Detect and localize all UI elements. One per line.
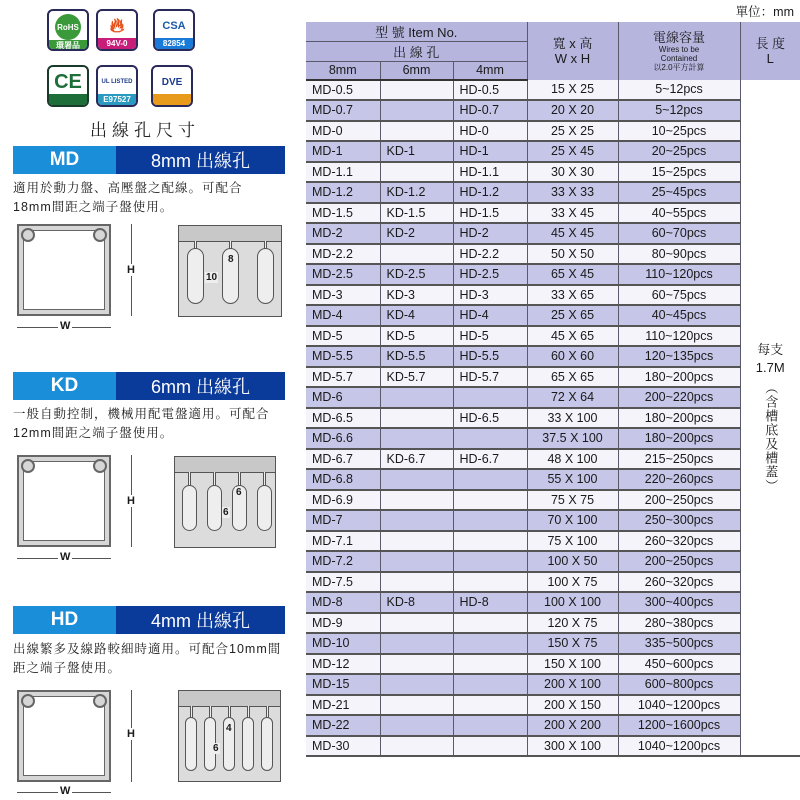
table-row — [306, 285, 800, 306]
model-4mm-cell — [453, 510, 527, 531]
model-4mm-cell — [453, 654, 527, 675]
model-8mm-cell: MD-1.5 — [306, 203, 380, 224]
table-row — [306, 633, 800, 654]
model-4mm-cell: HD-1.1 — [453, 162, 527, 183]
model-8mm-cell: MD-5.7 — [306, 367, 380, 388]
dimension-wxh-cell: 65 X 65 — [527, 367, 618, 388]
model-8mm-cell: MD-0 — [306, 121, 380, 142]
model-6mm-cell — [380, 572, 453, 593]
model-4mm-cell: HD-1.2 — [453, 182, 527, 203]
table-row — [306, 449, 800, 470]
dimension-wxh-cell: 100 X 75 — [527, 572, 618, 593]
table-row — [306, 305, 800, 326]
wire-capacity-cell: 1040~1200pcs — [618, 695, 740, 716]
model-4mm-cell: HD-0.7 — [453, 100, 527, 121]
table-row — [306, 80, 800, 101]
dimension-wxh-cell: 72 X 64 — [527, 387, 618, 408]
model-4mm-cell: HD-1.5 — [453, 203, 527, 224]
wire-capacity-cell: 180~200pcs — [618, 428, 740, 449]
model-6mm-cell — [380, 531, 453, 552]
model-8mm-cell: MD-6.5 — [306, 408, 380, 429]
model-4mm-cell: HD-1 — [453, 141, 527, 162]
wire-capacity-cell: 220~260pcs — [618, 469, 740, 490]
model-6mm-cell: KD-2 — [380, 223, 453, 244]
wire-capacity-cell: 280~380pcs — [618, 613, 740, 634]
md-description: 適用於動力盤、高壓盤之配線。可配合 18mm間距之端子盤使用。 — [13, 181, 243, 214]
model-6mm-cell — [380, 428, 453, 449]
dimension-wxh-cell: 60 X 60 — [527, 346, 618, 367]
wire-capacity-cell: 180~200pcs — [618, 367, 740, 388]
table-row — [306, 572, 800, 593]
model-8mm-cell: MD-5 — [306, 326, 380, 347]
model-4mm-cell: HD-5.5 — [453, 346, 527, 367]
wire-capacity-cell: 110~120pcs — [618, 264, 740, 285]
outlet-size-caption: 出線孔尺寸 — [90, 121, 200, 140]
dimension-wxh-cell: 75 X 100 — [527, 531, 618, 552]
model-6mm-cell: KD-2.5 — [380, 264, 453, 285]
model-6mm-cell: KD-4 — [380, 305, 453, 326]
table-row — [306, 490, 800, 511]
dve-cert-icon: DVE — [151, 65, 193, 107]
item-no-header: 型 號 Item No. — [306, 22, 527, 42]
length-per-piece: 每支 — [757, 342, 784, 358]
dimension-wxh-cell: 200 X 150 — [527, 695, 618, 716]
wire-capacity-cell: 260~320pcs — [618, 531, 740, 552]
md-label: 8mm 出線孔 — [116, 146, 285, 174]
model-8mm-cell: MD-1.2 — [306, 182, 380, 203]
model-4mm-cell — [453, 551, 527, 572]
model-6mm-cell: KD-6.7 — [380, 449, 453, 470]
length-note: （含槽底及槽蓋） — [763, 381, 779, 494]
model-4mm-cell — [453, 633, 527, 654]
wire-capacity-cell: 5~12pcs — [618, 80, 740, 101]
wire-capacity-cell: 300~400pcs — [618, 592, 740, 613]
hd-h-label: H — [127, 728, 135, 740]
model-8mm-cell: MD-5.5 — [306, 346, 380, 367]
wire-capacity-cell: 20~25pcs — [618, 141, 740, 162]
model-8mm-cell: MD-6.6 — [306, 428, 380, 449]
wire-capacity-cell: 450~600pcs — [618, 654, 740, 675]
model-4mm-cell — [453, 715, 527, 736]
kd-w-label: W — [60, 551, 71, 563]
dimension-wxh-cell: 100 X 100 — [527, 592, 618, 613]
kd-description: 一般自動控制，機械用配電盤適用。可配合 12mm間距之端子盤使用。 — [13, 407, 270, 440]
model-4mm-cell: HD-2.5 — [453, 264, 527, 285]
table-row — [306, 387, 800, 408]
wire-capacity-cell: 200~250pcs — [618, 551, 740, 572]
dimension-wxh-cell: 75 X 75 — [527, 490, 618, 511]
csa-cert-icon: CSA 82854 — [153, 9, 195, 51]
wxh-header: 寬 x 高 W x H — [527, 22, 618, 80]
model-6mm-cell: KD-5.5 — [380, 346, 453, 367]
length-header: 長 度 L — [740, 22, 800, 80]
table-row — [306, 244, 800, 265]
dimension-wxh-cell: 200 X 200 — [527, 715, 618, 736]
hd-w-label: W — [60, 785, 71, 797]
model-6mm-cell: KD-8 — [380, 592, 453, 613]
md-duct-cross-section — [17, 224, 111, 316]
wire-capacity-cell: 600~800pcs — [618, 674, 740, 695]
model-4mm-cell: HD-6.5 — [453, 408, 527, 429]
dimension-wxh-cell: 150 X 100 — [527, 654, 618, 675]
table-row — [306, 592, 800, 613]
model-6mm-cell: KD-1.2 — [380, 182, 453, 203]
md-code: MD — [13, 146, 116, 174]
dimension-wxh-cell: 30 X 30 — [527, 162, 618, 183]
model-6mm-cell — [380, 613, 453, 634]
col-4mm-header: 4mm — [453, 62, 527, 80]
model-4mm-cell: HD-0.5 — [453, 80, 527, 101]
model-4mm-cell — [453, 736, 527, 757]
model-6mm-cell — [380, 469, 453, 490]
dimension-wxh-cell: 65 X 45 — [527, 264, 618, 285]
model-4mm-cell — [453, 613, 527, 634]
wire-capacity-cell: 260~320pcs — [618, 572, 740, 593]
model-8mm-cell: MD-6.8 — [306, 469, 380, 490]
model-8mm-cell: MD-12 — [306, 654, 380, 675]
dimension-wxh-cell: 25 X 25 — [527, 121, 618, 142]
model-8mm-cell: MD-6 — [306, 387, 380, 408]
dimension-wxh-cell: 25 X 45 — [527, 141, 618, 162]
model-4mm-cell: HD-6.7 — [453, 449, 527, 470]
model-4mm-cell — [453, 469, 527, 490]
kd-section-header — [13, 372, 285, 400]
model-8mm-cell: MD-2.2 — [306, 244, 380, 265]
table-row — [306, 223, 800, 244]
dimension-wxh-cell: 120 X 75 — [527, 613, 618, 634]
wire-capacity-cell: 60~75pcs — [618, 285, 740, 306]
model-4mm-cell — [453, 674, 527, 695]
md-w-label: W — [60, 320, 71, 332]
model-6mm-cell — [380, 695, 453, 716]
dimension-wxh-cell: 33 X 33 — [527, 182, 618, 203]
model-8mm-cell: MD-22 — [306, 715, 380, 736]
wire-capacity-cell: 120~135pcs — [618, 346, 740, 367]
model-6mm-cell — [380, 654, 453, 675]
dimension-wxh-cell: 45 X 45 — [527, 223, 618, 244]
hd-slot-plate-diagram: 4 6 — [178, 690, 281, 782]
dimension-wxh-cell: 48 X 100 — [527, 449, 618, 470]
wire-capacity-cell: 180~200pcs — [618, 408, 740, 429]
model-6mm-cell: KD-3 — [380, 285, 453, 306]
model-6mm-cell — [380, 387, 453, 408]
model-6mm-cell — [380, 100, 453, 121]
dimension-wxh-cell: 200 X 100 — [527, 674, 618, 695]
hd-label: 4mm 出線孔 — [116, 606, 285, 634]
model-4mm-cell — [453, 695, 527, 716]
model-8mm-cell: MD-0.5 — [306, 80, 380, 101]
model-6mm-cell — [380, 715, 453, 736]
table-row — [306, 100, 800, 121]
model-4mm-cell — [453, 490, 527, 511]
wire-capacity-cell: 60~70pcs — [618, 223, 740, 244]
model-6mm-cell — [380, 244, 453, 265]
model-6mm-cell: KD-1.5 — [380, 203, 453, 224]
model-8mm-cell: MD-1 — [306, 141, 380, 162]
wire-capacity-cell: 1040~1200pcs — [618, 736, 740, 757]
table-row — [306, 182, 800, 203]
model-8mm-cell: MD-21 — [306, 695, 380, 716]
kd-label: 6mm 出線孔 — [116, 372, 285, 400]
dimension-wxh-cell: 37.5 X 100 — [527, 428, 618, 449]
table-row — [306, 203, 800, 224]
model-6mm-cell — [380, 736, 453, 757]
dimension-wxh-cell: 150 X 75 — [527, 633, 618, 654]
model-8mm-cell: MD-1.1 — [306, 162, 380, 183]
rohs-cert-icon: RoHS 環署品 — [47, 9, 89, 51]
dimension-wxh-cell: 70 X 100 — [527, 510, 618, 531]
model-4mm-cell — [453, 531, 527, 552]
table-row — [306, 408, 800, 429]
wire-capacity-cell: 1200~1600pcs — [618, 715, 740, 736]
dimension-wxh-cell: 50 X 50 — [527, 244, 618, 265]
model-8mm-cell: MD-7 — [306, 510, 380, 531]
model-6mm-cell — [380, 162, 453, 183]
model-8mm-cell: MD-7.5 — [306, 572, 380, 593]
model-6mm-cell: KD-5.7 — [380, 367, 453, 388]
model-8mm-cell: MD-4 — [306, 305, 380, 326]
model-4mm-cell: HD-2.2 — [453, 244, 527, 265]
model-8mm-cell: MD-30 — [306, 736, 380, 757]
table-row — [306, 510, 800, 531]
length-value-cell — [740, 80, 800, 757]
table-row — [306, 674, 800, 695]
wire-capacity-cell: 40~55pcs — [618, 203, 740, 224]
model-8mm-cell: MD-0.7 — [306, 100, 380, 121]
model-6mm-cell — [380, 510, 453, 531]
table-row — [306, 531, 800, 552]
model-8mm-cell: MD-3 — [306, 285, 380, 306]
model-4mm-cell — [453, 428, 527, 449]
outlet-header: 出 線 孔 — [306, 42, 527, 62]
model-6mm-cell: KD-5 — [380, 326, 453, 347]
table-row — [306, 469, 800, 490]
model-4mm-cell: HD-0 — [453, 121, 527, 142]
md-section-header — [13, 146, 285, 174]
model-6mm-cell — [380, 551, 453, 572]
wire-capacity-cell: 250~300pcs — [618, 510, 740, 531]
model-4mm-cell: HD-3 — [453, 285, 527, 306]
model-8mm-cell: MD-7.1 — [306, 531, 380, 552]
model-4mm-cell: HD-8 — [453, 592, 527, 613]
ul-listed-cert-icon: UL LISTED E97527 — [96, 65, 138, 107]
table-row — [306, 264, 800, 285]
model-8mm-cell: MD-8 — [306, 592, 380, 613]
ce-cert-icon: CE — [47, 65, 89, 107]
dimension-wxh-cell: 33 X 100 — [527, 408, 618, 429]
table-row — [306, 654, 800, 675]
dimension-wxh-cell: 25 X 65 — [527, 305, 618, 326]
model-4mm-cell — [453, 572, 527, 593]
md-h-label: H — [127, 264, 135, 276]
model-8mm-cell: MD-9 — [306, 613, 380, 634]
dimension-wxh-cell: 45 X 65 — [527, 326, 618, 347]
model-6mm-cell: KD-1 — [380, 141, 453, 162]
model-4mm-cell: HD-5 — [453, 326, 527, 347]
model-4mm-cell: HD-2 — [453, 223, 527, 244]
model-4mm-cell — [453, 387, 527, 408]
wire-capacity-cell: 25~45pcs — [618, 182, 740, 203]
kd-code: KD — [13, 372, 116, 400]
table-row — [306, 326, 800, 347]
model-4mm-cell: HD-4 — [453, 305, 527, 326]
hd-section-header — [13, 606, 285, 634]
table-row — [306, 346, 800, 367]
table-row — [306, 162, 800, 183]
model-8mm-cell: MD-6.7 — [306, 449, 380, 470]
hd-duct-cross-section — [17, 690, 111, 782]
table-row — [306, 695, 800, 716]
model-8mm-cell: MD-10 — [306, 633, 380, 654]
kd-h-label: H — [127, 495, 135, 507]
spec-table — [306, 22, 800, 757]
model-6mm-cell — [380, 490, 453, 511]
model-6mm-cell — [380, 121, 453, 142]
table-row — [306, 715, 800, 736]
wire-capacity-cell: 200~220pcs — [618, 387, 740, 408]
flame-94v0-cert-icon: 🔥︎ 94V-0 — [96, 9, 138, 51]
table-row — [306, 121, 800, 142]
wire-capacity-cell: 80~90pcs — [618, 244, 740, 265]
col-8mm-header: 8mm — [306, 62, 380, 80]
hd-code: HD — [13, 606, 116, 634]
dimension-wxh-cell: 55 X 100 — [527, 469, 618, 490]
table-row — [306, 551, 800, 572]
table-row — [306, 736, 800, 757]
wire-capacity-cell: 5~12pcs — [618, 100, 740, 121]
capacity-header: 電線容量 Wires to be Contained 以2.0平方計算 — [618, 22, 740, 80]
dimension-wxh-cell: 100 X 50 — [527, 551, 618, 572]
dimension-wxh-cell: 33 X 65 — [527, 285, 618, 306]
wire-capacity-cell: 10~25pcs — [618, 121, 740, 142]
model-6mm-cell — [380, 408, 453, 429]
model-6mm-cell — [380, 674, 453, 695]
hd-description: 出線繁多及線路較細時適用。可配合10mm間 距之端子盤使用。 — [13, 642, 282, 675]
model-4mm-cell: HD-5.7 — [453, 367, 527, 388]
table-row — [306, 367, 800, 388]
kd-duct-cross-section — [17, 455, 111, 547]
kd-slot-plate-diagram: 6 6 — [174, 456, 276, 548]
model-8mm-cell: MD-6.9 — [306, 490, 380, 511]
col-6mm-header: 6mm — [380, 62, 453, 80]
wire-capacity-cell: 200~250pcs — [618, 490, 740, 511]
wire-capacity-cell: 40~45pcs — [618, 305, 740, 326]
dimension-wxh-cell: 300 X 100 — [527, 736, 618, 757]
model-8mm-cell: MD-7.2 — [306, 551, 380, 572]
wire-capacity-cell: 110~120pcs — [618, 326, 740, 347]
model-8mm-cell: MD-2.5 — [306, 264, 380, 285]
table-row — [306, 428, 800, 449]
dimension-wxh-cell: 15 X 25 — [527, 80, 618, 101]
length-value: 1.7M — [755, 360, 785, 376]
model-6mm-cell — [380, 80, 453, 101]
model-8mm-cell: MD-2 — [306, 223, 380, 244]
table-row — [306, 613, 800, 634]
wire-capacity-cell: 335~500pcs — [618, 633, 740, 654]
wire-capacity-cell: 215~250pcs — [618, 449, 740, 470]
unit-label: 單位：mm — [735, 5, 794, 19]
md-slot-plate-diagram: 8 10 — [178, 225, 282, 317]
wire-capacity-cell: 15~25pcs — [618, 162, 740, 183]
model-6mm-cell — [380, 633, 453, 654]
model-8mm-cell: MD-15 — [306, 674, 380, 695]
dimension-wxh-cell: 33 X 45 — [527, 203, 618, 224]
dimension-wxh-cell: 20 X 20 — [527, 100, 618, 121]
table-row — [306, 141, 800, 162]
